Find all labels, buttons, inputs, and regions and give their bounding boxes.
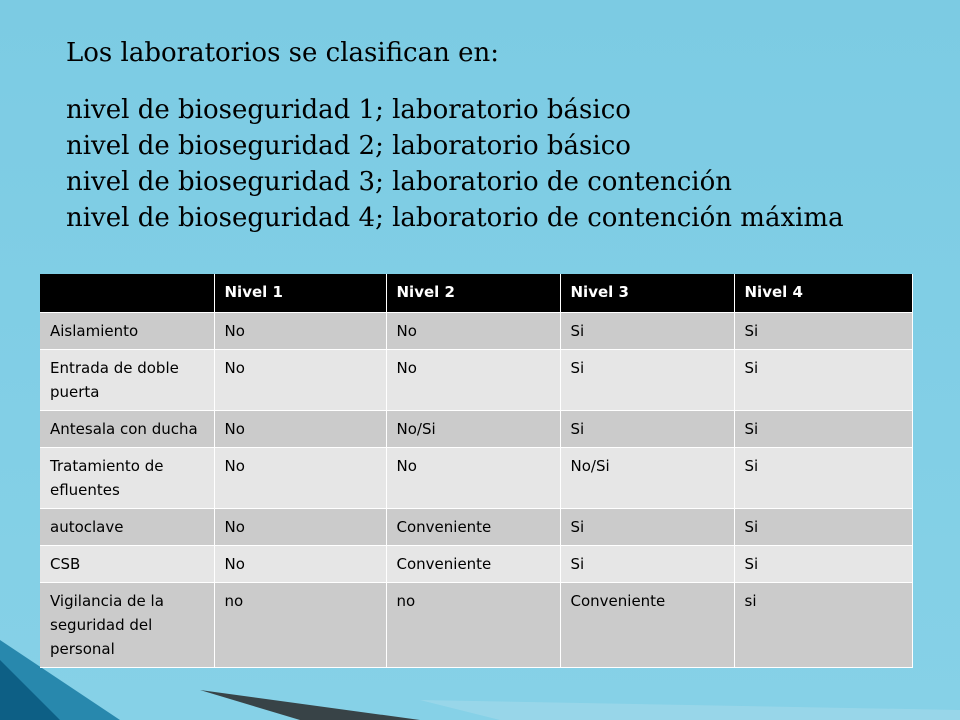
table-cell: Si — [734, 546, 912, 583]
table-cell: Si — [560, 546, 734, 583]
table-cell: Conveniente — [386, 546, 560, 583]
table-cell: no — [214, 583, 386, 668]
table-cell: Si — [560, 509, 734, 546]
table-cell: Si — [560, 313, 734, 350]
table-cell: Si — [560, 411, 734, 448]
biosafety-level-item: nivel de bioseguridad 2; laboratorio básico — [66, 131, 631, 161]
table-cell: No — [386, 448, 560, 509]
table-cell: Aislamiento — [40, 313, 214, 350]
table-cell: Si — [734, 509, 912, 546]
table-cell: Si — [560, 350, 734, 411]
table-cell: No/Si — [386, 411, 560, 448]
table-cell: Vigilancia de la seguridad del personal — [40, 583, 214, 668]
table-cell: Si — [734, 350, 912, 411]
table-cell: No — [214, 546, 386, 583]
table-cell: no — [386, 583, 560, 668]
table-cell: No — [214, 350, 386, 411]
biosafety-level-item: nivel de bioseguridad 1; laboratorio básico — [66, 95, 631, 125]
table-row — [40, 583, 912, 668]
table-header-cell: Nivel 2 — [386, 274, 560, 313]
table-cell: No — [214, 509, 386, 546]
biosafety-level-item: nivel de bioseguridad 4; laboratorio de contención máxima — [66, 203, 844, 233]
table-cell: si — [734, 583, 912, 668]
table-row — [40, 546, 912, 583]
table-row — [40, 509, 912, 546]
table-cell: Si — [734, 448, 912, 509]
table-cell: CSB — [40, 546, 214, 583]
biosafety-levels-list — [66, 92, 844, 236]
table-cell: No — [386, 350, 560, 411]
table-cell: Si — [734, 411, 912, 448]
table-cell: No — [214, 448, 386, 509]
table-row — [40, 313, 912, 350]
table-row — [40, 411, 912, 448]
table-header-cell: Nivel 1 — [214, 274, 386, 313]
table-row — [40, 448, 912, 509]
table-cell: Conveniente — [560, 583, 734, 668]
table-cell: No — [214, 411, 386, 448]
table-cell: Tratamiento de efluentes — [40, 448, 214, 509]
table-cell: autoclave — [40, 509, 214, 546]
slide-text-block — [66, 36, 844, 236]
table-cell: No/Si — [560, 448, 734, 509]
table-header-cell: Nivel 3 — [560, 274, 734, 313]
table-cell: No — [386, 313, 560, 350]
table-cell: Conveniente — [386, 509, 560, 546]
table-header-cell: Nivel 4 — [734, 274, 912, 313]
biosafety-comparison-table — [40, 274, 913, 668]
table-cell: Antesala con ducha — [40, 411, 214, 448]
table-header-cell — [40, 274, 214, 313]
table-cell: Entrada de doble puerta — [40, 350, 214, 411]
table-cell: Si — [734, 313, 912, 350]
table-header-row — [40, 274, 912, 313]
biosafety-level-item: nivel de bioseguridad 3; laboratorio de contención — [66, 167, 733, 197]
slide-heading: Los laboratorios se clasifican en: — [66, 38, 500, 68]
table-cell: No — [214, 313, 386, 350]
table-row — [40, 350, 912, 411]
